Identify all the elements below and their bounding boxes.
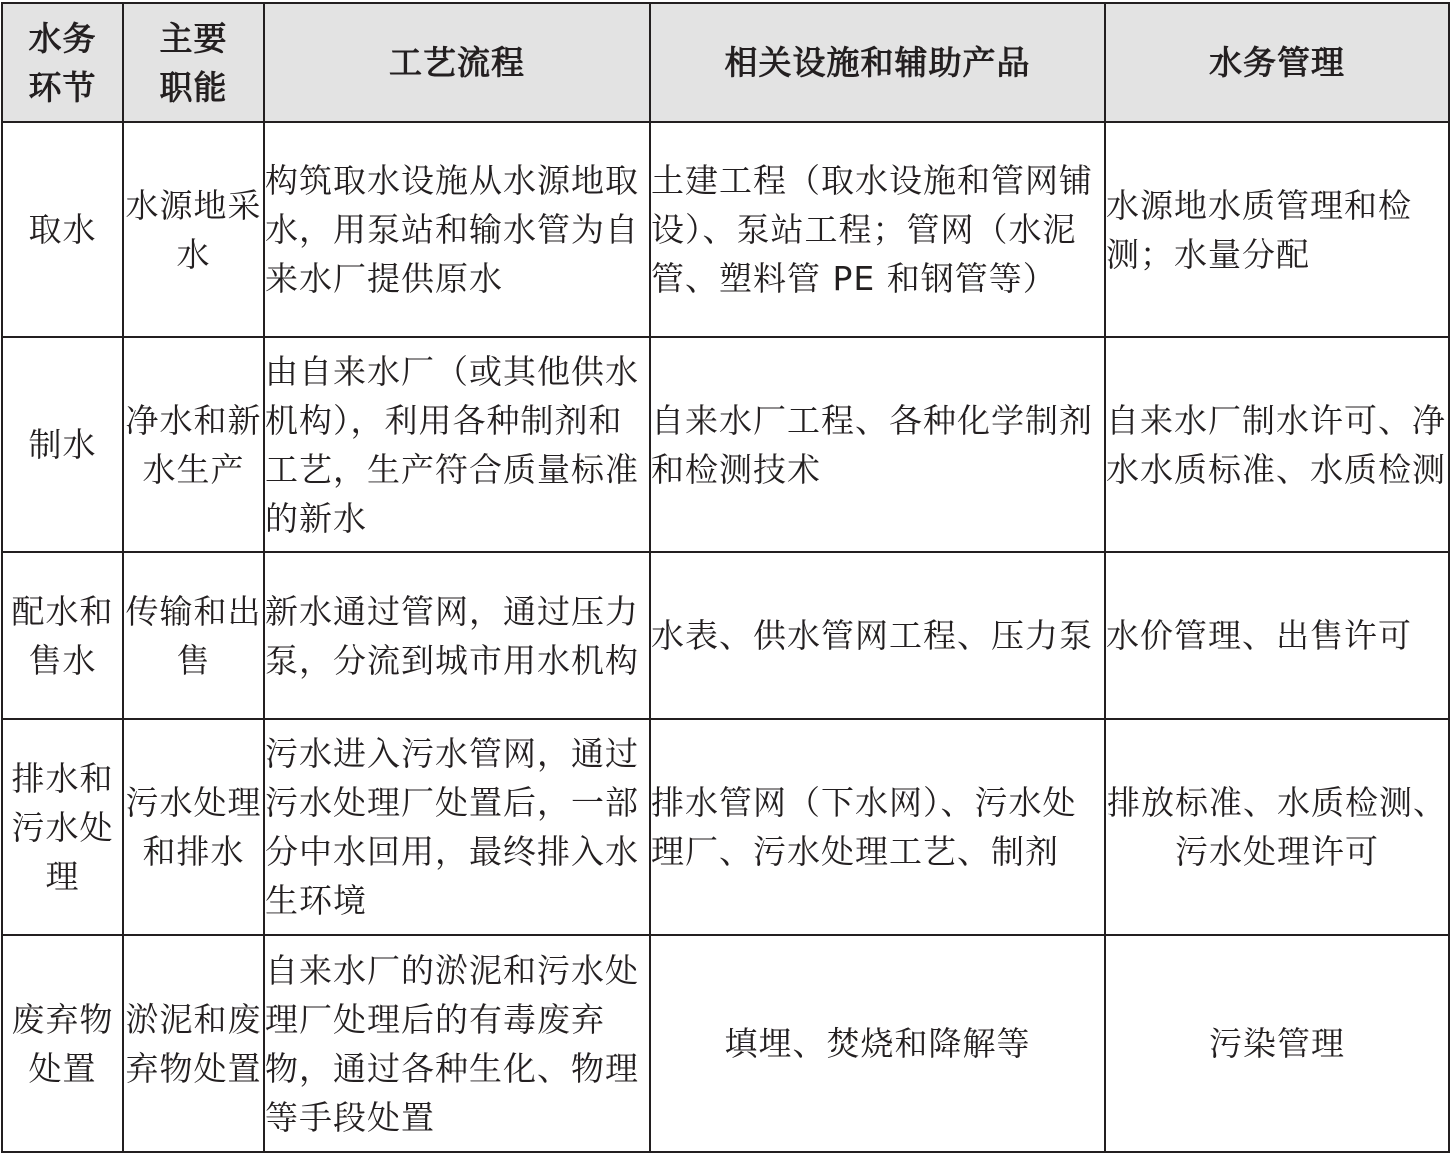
cell-process: 由自来水厂（或其他供水机构），利用各种制剂和工艺，生产符合质量标准的新水 [264, 337, 650, 552]
cell-function: 水源地采水 [123, 122, 264, 337]
cell-management: 排放标准、水质检测、污水处理许可 [1105, 719, 1449, 935]
header-facilities: 相关设施和辅助产品 [650, 3, 1105, 122]
cell-stage: 废弃物处置 [2, 935, 123, 1152]
cell-facilities: 土建工程（取水设施和管网铺设）、泵站工程；管网（水泥管、塑料管 PE 和钢管等） [650, 122, 1105, 337]
cell-facilities: 水表、供水管网工程、压力泵 [650, 552, 1105, 719]
cell-management: 自来水厂制水许可、净水水质标准、水质检测 [1105, 337, 1449, 552]
header-management: 水务管理 [1105, 3, 1449, 122]
table-row [2, 935, 1449, 1152]
header-stage: 水务环节 [2, 3, 123, 122]
table-body [2, 122, 1449, 1152]
header-process: 工艺流程 [264, 3, 650, 122]
cell-process: 新水通过管网，通过压力泵，分流到城市用水机构 [264, 552, 650, 719]
cell-function: 净水和新水生产 [123, 337, 264, 552]
table-row [2, 552, 1449, 719]
cell-management: 水源地水质管理和检测；水量分配 [1105, 122, 1449, 337]
header-row [2, 3, 1449, 122]
cell-stage: 排水和污水处理 [2, 719, 123, 935]
cell-function: 传输和出售 [123, 552, 264, 719]
cell-process: 构筑取水设施从水源地取水，用泵站和输水管为自来水厂提供原水 [264, 122, 650, 337]
table-row [2, 337, 1449, 552]
cell-stage: 取水 [2, 122, 123, 337]
cell-facilities: 自来水厂工程、各种化学制剂和检测技术 [650, 337, 1105, 552]
header-function: 主要职能 [123, 3, 264, 122]
cell-facilities: 排水管网（下水网）、污水处理厂、污水处理工艺、制剂 [650, 719, 1105, 935]
cell-process: 污水进入污水管网，通过污水处理厂处置后，一部分中水回用，最终排入水生环境 [264, 719, 650, 935]
cell-facilities: 填埋、焚烧和降解等 [650, 935, 1105, 1152]
cell-management: 污染管理 [1105, 935, 1449, 1152]
cell-function: 淤泥和废弃物处置 [123, 935, 264, 1152]
cell-stage: 制水 [2, 337, 123, 552]
cell-function: 污水处理和排水 [123, 719, 264, 935]
table-header [2, 3, 1449, 122]
cell-process: 自来水厂的淤泥和污水处理厂处理后的有毒废弃物，通过各种生化、物理等手段处置 [264, 935, 650, 1152]
table-row [2, 122, 1449, 337]
water-affairs-table [1, 2, 1450, 1153]
cell-stage: 配水和售水 [2, 552, 123, 719]
cell-management: 水价管理、出售许可 [1105, 552, 1449, 719]
table-row [2, 719, 1449, 935]
